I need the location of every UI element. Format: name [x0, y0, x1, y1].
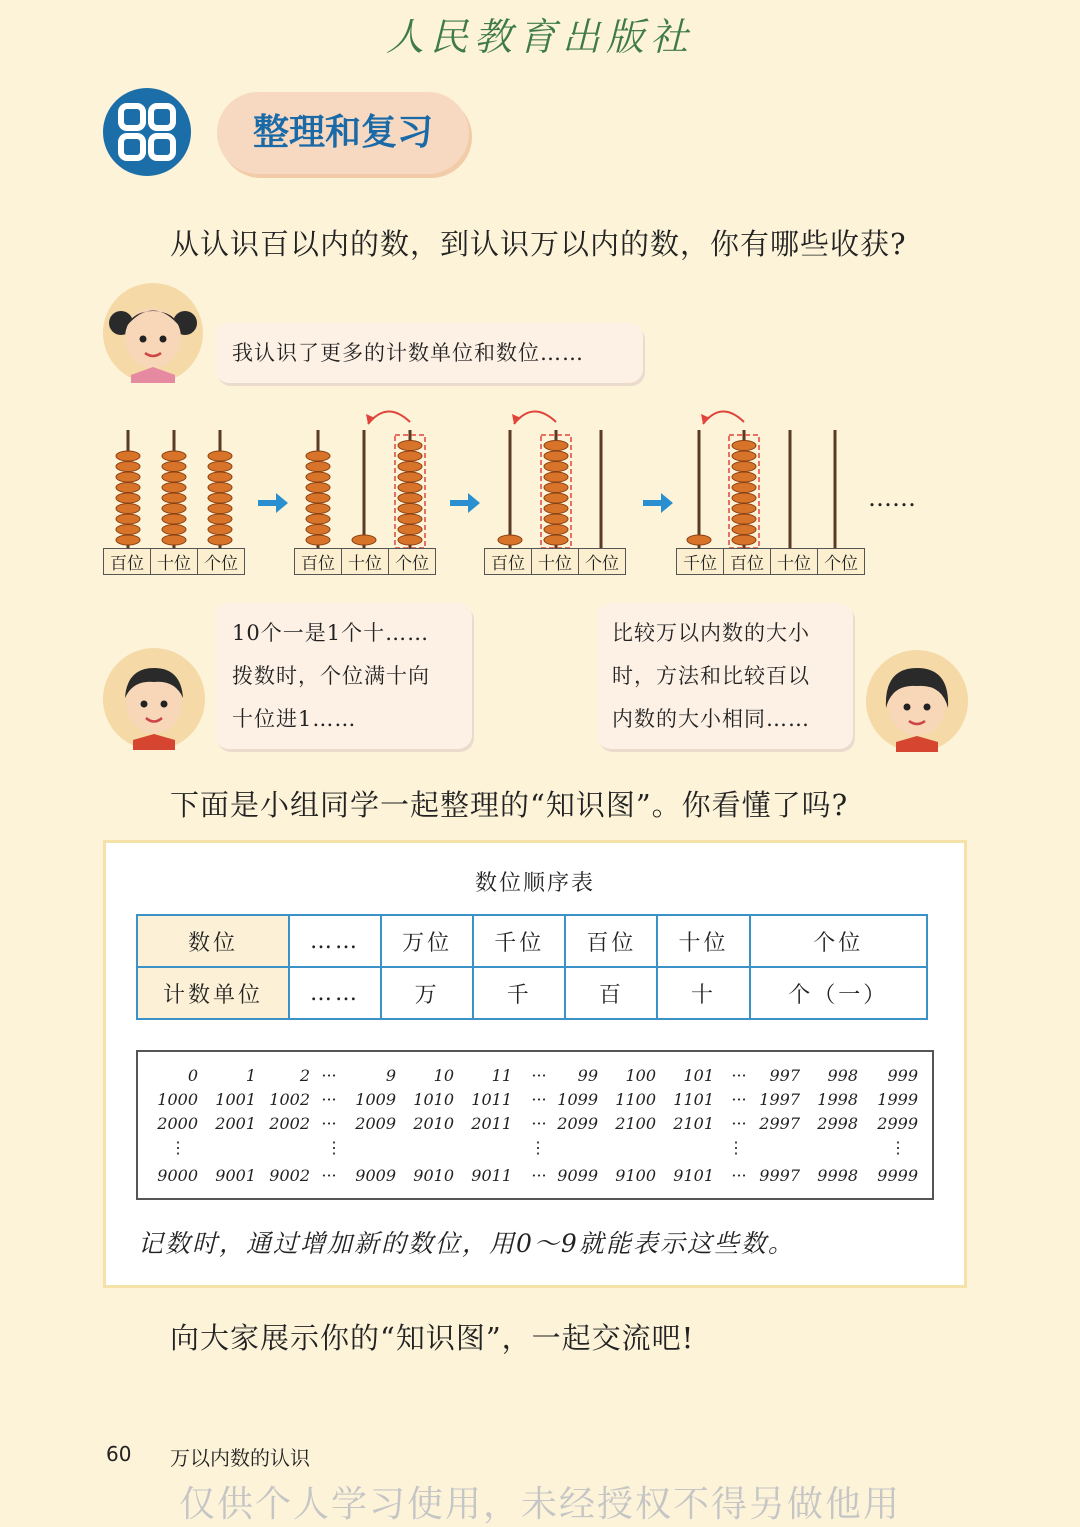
horizontal-ellipsis: ··· [731, 1166, 747, 1185]
number-cell: 100 [625, 1066, 656, 1085]
abacus-bead [732, 472, 756, 482]
vertical-ellipsis: ⋮ [890, 1138, 906, 1157]
boy-speech-text [232, 612, 430, 741]
abacus-bead [398, 504, 422, 514]
abacus-label: 十位 [532, 549, 579, 574]
number-cell: 9000 [157, 1166, 198, 1185]
table-cell: 十 [657, 967, 749, 1019]
table-cell: …… [289, 967, 381, 1019]
abacus-bead [162, 514, 186, 524]
abacus-bead [732, 451, 756, 461]
number-cell: 9002 [269, 1166, 310, 1185]
number-cell: 2099 [557, 1114, 598, 1133]
abacus-bead [162, 451, 186, 461]
abacus-bead [162, 472, 186, 482]
abacus-bead [208, 462, 232, 472]
abacus-bead [162, 535, 186, 545]
horizontal-ellipsis: ··· [321, 1114, 337, 1133]
abacus-label: 个位 [585, 554, 619, 574]
number-cell: 998 [827, 1066, 858, 1085]
abacus-bead [162, 493, 186, 503]
number-cell: 2997 [759, 1114, 800, 1133]
summary-text: 记数时，通过增加新的数位，用0～9就能表示这些数。 [138, 1229, 795, 1258]
table-cell: 百 [565, 967, 657, 1019]
abacus-label: 十位 [151, 549, 198, 574]
number-cell: 2001 [215, 1114, 256, 1133]
abacus-bead [208, 493, 232, 503]
number-cell: 99 [577, 1066, 598, 1085]
abacus-bead [162, 483, 186, 493]
number-cell: 2998 [817, 1114, 858, 1133]
table-cell: 万位 [381, 915, 473, 967]
abacus-bead [306, 493, 330, 503]
abacus-bead [687, 535, 711, 545]
abacus-bead [208, 472, 232, 482]
intro-question: 从认识百以内的数，到认识万以内的数，你有哪些收获? [170, 227, 907, 261]
girl2-avatar [866, 650, 968, 752]
abacus-1-labels [103, 548, 245, 575]
number-cell: 9011 [471, 1166, 512, 1185]
boy-speech-line: 十位进1…… [232, 707, 357, 731]
horizontal-ellipsis: ··· [321, 1166, 337, 1185]
table-cell: 百位 [565, 915, 657, 967]
abacus-bead [398, 483, 422, 493]
number-cell: 9009 [355, 1166, 396, 1185]
abacus-bead [732, 514, 756, 524]
table-cell: 数位 [137, 915, 289, 967]
table-cell: 个（一） [750, 967, 927, 1019]
right-arrow-icon [258, 493, 288, 513]
abacus-bead [116, 493, 140, 503]
number-cell: 2009 [355, 1114, 396, 1133]
vertical-ellipsis: ⋮ [326, 1138, 342, 1157]
girl2-speech-line: 比较万以内数的大小 [612, 621, 810, 645]
abacus-bead [544, 525, 568, 535]
number-cell: 2002 [269, 1114, 310, 1133]
abacus-bead [116, 504, 140, 514]
number-cell: 2999 [877, 1114, 918, 1133]
horizontal-ellipsis: ··· [531, 1166, 547, 1185]
number-cell: 1010 [413, 1090, 454, 1109]
abacus-bead [732, 535, 756, 545]
number-cell: 1009 [355, 1090, 396, 1109]
vertical-ellipsis: ⋮ [170, 1138, 186, 1157]
number-cell: 2010 [413, 1114, 454, 1133]
abacus-label: 千位 [677, 549, 724, 574]
abacus-bead [398, 525, 422, 535]
abacus-label: 十位 [771, 549, 818, 574]
abacus-bead [116, 525, 140, 535]
number-cell: 1002 [269, 1090, 310, 1109]
abacus-2-labels [294, 548, 436, 575]
number-cell: 1998 [817, 1090, 858, 1109]
girl2-speech-line: 时，方法和比较百以 [612, 664, 810, 688]
number-cell: 1 [245, 1066, 256, 1085]
abacus-bead [306, 535, 330, 545]
table-cell: 计数单位 [137, 967, 289, 1019]
abacus-bead [398, 514, 422, 524]
abacus-label: 百位 [104, 549, 151, 574]
number-cell: 9998 [817, 1166, 858, 1185]
abacus-label: 百位 [485, 549, 532, 574]
number-cell: 2101 [673, 1114, 714, 1133]
abacus-bead [544, 535, 568, 545]
abacus-bead [208, 514, 232, 524]
vertical-ellipsis: ⋮ [530, 1138, 546, 1157]
number-cell: 1001 [215, 1090, 256, 1109]
number-cell: 0 [187, 1066, 198, 1085]
right-arrow-icon [450, 493, 480, 513]
abacus-bead [116, 535, 140, 545]
section-title: 整理和复习 [252, 112, 433, 153]
abacus-bead [398, 451, 422, 461]
number-cell: 2100 [615, 1114, 656, 1133]
abacus-bead [732, 504, 756, 514]
vertical-ellipsis: ⋮ [728, 1138, 744, 1157]
girl-speech-text: 我认识了更多的计数单位和数位…… [232, 341, 584, 365]
number-cell: 9010 [413, 1166, 454, 1185]
table-cell: 千 [473, 967, 565, 1019]
abacus-bead [544, 483, 568, 493]
chapter-title: 万以内数的认识 [170, 1446, 310, 1470]
abacus-bead [306, 462, 330, 472]
horizontal-ellipsis: ··· [531, 1114, 547, 1133]
number-cell: 101 [683, 1066, 714, 1085]
abacus-bead [306, 514, 330, 524]
abacus-bead [398, 462, 422, 472]
number-cell: 9100 [615, 1166, 656, 1185]
abacus-label: 十位 [342, 549, 389, 574]
number-cell: 9 [385, 1066, 396, 1085]
abacus-4-labels [676, 548, 865, 575]
page-number: 60 [106, 1442, 132, 1466]
girl2-speech-text [612, 612, 810, 741]
watermark: 仅供个人学习使用，未经授权不得另做他用 [178, 1484, 901, 1525]
horizontal-ellipsis: ··· [321, 1090, 337, 1109]
boy-avatar [103, 648, 205, 750]
abacus-bead [306, 525, 330, 535]
abacus-bead [116, 472, 140, 482]
boy-speech-line: 拨数时，个位满十向 [232, 664, 430, 688]
number-cell: 997 [769, 1066, 800, 1085]
abacus-bead [544, 493, 568, 503]
table-cell: 个位 [750, 915, 927, 967]
abacus-bead [306, 483, 330, 493]
abacus-bead [208, 504, 232, 514]
publisher-logo: 人民教育出版社 [385, 15, 694, 59]
abacus-bead [398, 472, 422, 482]
abacus-bead [544, 451, 568, 461]
abacus-bead [732, 483, 756, 493]
abacus-bead [306, 472, 330, 482]
number-cell: 1101 [673, 1090, 714, 1109]
abacus-bead [162, 462, 186, 472]
number-cell: 2011 [471, 1114, 512, 1133]
knowledge-prompt: 下面是小组同学一起整理的“知识图”。你看懂了吗? [170, 788, 849, 822]
abacus-bead [162, 504, 186, 514]
abacus-bead [732, 462, 756, 472]
number-grid [136, 1050, 934, 1200]
abacus-bead [116, 483, 140, 493]
abacus-bead [544, 441, 568, 451]
abacus-bead [352, 535, 376, 545]
number-cell: 9101 [673, 1166, 714, 1185]
review-section-icon [103, 88, 191, 176]
abacus-bead [732, 493, 756, 503]
abacus-label: 个位 [204, 554, 238, 574]
abacus-label: 百位 [295, 549, 342, 574]
number-cell: 999 [887, 1066, 918, 1085]
abacus-bead [544, 504, 568, 514]
table-cell: 千位 [473, 915, 565, 967]
abacus-bead [208, 483, 232, 493]
abacus-bead [398, 535, 422, 545]
abacus-bead [732, 441, 756, 451]
abacus-bead [306, 451, 330, 461]
number-cell: 2 [299, 1066, 310, 1085]
number-cell: 1999 [877, 1090, 918, 1109]
horizontal-ellipsis: ··· [731, 1066, 747, 1085]
horizontal-ellipsis: ··· [321, 1066, 337, 1085]
number-cell: 1011 [471, 1090, 512, 1109]
abacus-bead [498, 535, 522, 545]
abacus-3-labels [484, 548, 626, 575]
number-cell: 1099 [557, 1090, 598, 1109]
girl2-speech-line: 内数的大小相同…… [612, 707, 810, 731]
number-cell: 9001 [215, 1166, 256, 1185]
number-cell: 9099 [557, 1166, 598, 1185]
number-cell: 9997 [759, 1166, 800, 1185]
abacus-label: 百位 [724, 549, 771, 574]
number-cell: 9999 [877, 1166, 918, 1185]
table-title: 数位顺序表 [474, 871, 595, 896]
abacus-bead [544, 462, 568, 472]
horizontal-ellipsis: ··· [731, 1090, 747, 1109]
abacus-bead [544, 514, 568, 524]
abacus-bead [162, 525, 186, 535]
abacus-bead [306, 504, 330, 514]
right-arrow-icon [643, 493, 673, 513]
abacus-ellipsis: …… [868, 484, 916, 512]
abacus-bead [732, 525, 756, 535]
number-cell: 10 [433, 1066, 454, 1085]
horizontal-ellipsis: ··· [531, 1066, 547, 1085]
table-cell: 万 [381, 967, 473, 1019]
boy-speech-line: 10个一是1个十…… [232, 621, 430, 645]
abacus-bead [116, 451, 140, 461]
horizontal-ellipsis: ··· [731, 1114, 747, 1133]
table-row [137, 967, 927, 1019]
horizontal-ellipsis: ··· [531, 1090, 547, 1109]
table-cell: 十位 [657, 915, 749, 967]
abacus-label: 个位 [824, 554, 858, 574]
abacus-bead [208, 535, 232, 545]
number-cell: 1100 [615, 1090, 656, 1109]
number-cell: 1000 [157, 1090, 198, 1109]
abacus-bead [544, 472, 568, 482]
number-cell: 1997 [759, 1090, 800, 1109]
girl-avatar [103, 283, 203, 383]
abacus-bead [398, 441, 422, 451]
number-cell: 2000 [157, 1114, 198, 1133]
abacus-bead [208, 525, 232, 535]
number-cell: 11 [491, 1066, 512, 1085]
abacus-label: 个位 [395, 554, 429, 574]
closing-prompt: 向大家展示你的“知识图”，一起交流吧! [170, 1321, 695, 1355]
digit-order-table [136, 914, 928, 1020]
abacus-bead [208, 451, 232, 461]
table-row [137, 915, 927, 967]
abacus-bead [398, 493, 422, 503]
abacus-bead [116, 514, 140, 524]
table-cell: …… [289, 915, 381, 967]
abacus-bead [116, 462, 140, 472]
